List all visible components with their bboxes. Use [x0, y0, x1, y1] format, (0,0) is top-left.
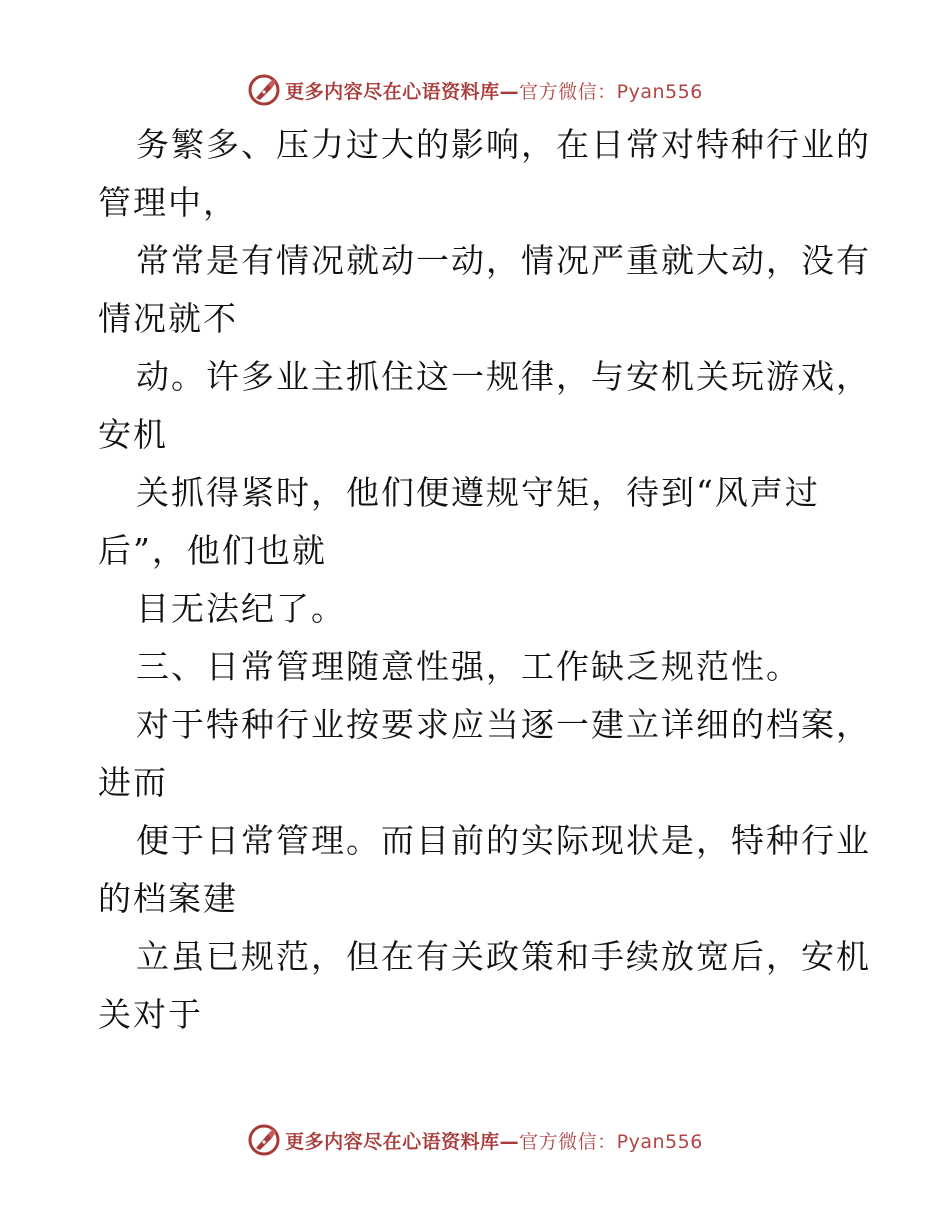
header-dash: —	[499, 80, 520, 103]
text-line: 关抓得紧时，他们便遵规守矩，待到“风声过	[136, 473, 820, 512]
footer-dash: —	[499, 1130, 520, 1153]
footer-banner	[0, 1120, 950, 1160]
header-text	[285, 77, 703, 104]
text-line: 动。许多业主抓住这一规律，与安机关玩游戏，	[136, 357, 871, 396]
pen-nib-circle-icon	[247, 73, 281, 107]
header-brand: 更多内容尽在心语资料库	[285, 80, 500, 103]
document-body	[98, 116, 871, 1044]
text-line: 目无法纪了。	[136, 589, 346, 628]
footer-wechat: 官方微信：Pyan556	[519, 1130, 703, 1153]
text-line: 关对于	[98, 995, 203, 1034]
text-line: 三、日常管理随意性强，工作缺乏规范性。	[136, 647, 801, 686]
text-line: 管理中，	[98, 183, 238, 222]
header-banner	[0, 70, 950, 110]
pen-nib-circle-icon	[247, 1123, 281, 1157]
footer-brand: 更多内容尽在心语资料库	[285, 1130, 500, 1153]
text-line: 立虽已规范，但在有关政策和手续放宽后，安机	[136, 937, 871, 976]
text-line: 安机	[98, 415, 168, 454]
text-line: 的档案建	[98, 879, 238, 918]
text-line: 常常是有情况就动一动，情况严重就大动，没有	[136, 241, 871, 280]
text-line: 后”，他们也就	[98, 531, 327, 570]
text-line: 对于特种行业按要求应当逐一建立详细的档案，	[136, 705, 871, 744]
text-line: 进而	[98, 763, 168, 802]
text-line: 务繁多、压力过大的影响，在日常对特种行业的	[136, 125, 871, 164]
text-line: 便于日常管理。而目前的实际现状是，特种行业	[136, 821, 871, 860]
text-line: 情况就不	[98, 299, 238, 338]
footer-text	[285, 1127, 703, 1154]
header-wechat: 官方微信：Pyan556	[519, 80, 703, 103]
